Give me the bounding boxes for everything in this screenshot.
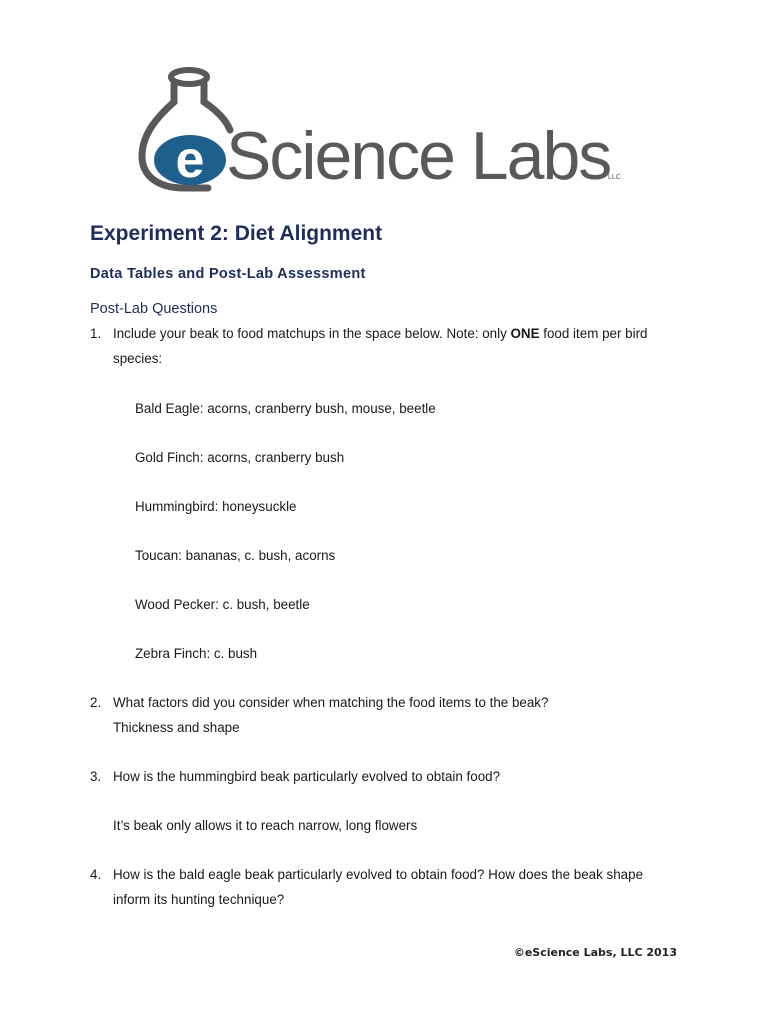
question-text-emphasis: ONE — [510, 326, 540, 341]
question-text-continued: species: — [113, 351, 163, 366]
question-text: How is the hummingbird beak particularly evolved to obtain food? — [113, 769, 501, 784]
escience-labs-logo — [138, 64, 634, 196]
question-number: 2. — [90, 695, 102, 710]
question-text-part: food item per bird — [539, 326, 648, 341]
answer-line: Gold Finch: acorns, cranberry bush — [135, 450, 345, 465]
answer-line: Hummingbird: honeysuckle — [135, 499, 297, 514]
logo-wordmark: Science Labs — [226, 118, 611, 194]
question-text-continued: inform its hunting technique? — [113, 892, 285, 907]
answer-line: It’s beak only allows it to reach narrow, long flowers — [113, 818, 418, 833]
question-text — [113, 326, 647, 341]
question-number: 1. — [90, 326, 102, 341]
answer-line: Thickness and shape — [113, 720, 240, 735]
copyright-footer: ©eScience Labs, LLC 2013 — [513, 946, 677, 959]
logo-e-letter: e — [175, 131, 205, 189]
question-text-part: Include your beak to food matchups in the space below. Note: only — [113, 326, 511, 341]
question-number: 4. — [90, 867, 102, 882]
answer-line: Bald Eagle: acorns, cranberry bush, mouse, beetle — [135, 401, 436, 416]
question-number: 3. — [90, 769, 102, 784]
logo-suffix: LLC — [608, 174, 621, 181]
section-heading: Post-Lab Questions — [90, 301, 218, 317]
answer-line: Toucan: bananas, c. bush, acorns — [135, 548, 336, 563]
flask-logo-graphic — [138, 64, 634, 196]
page-title: Experiment 2: Diet Alignment — [90, 222, 383, 245]
question-text: What factors did you consider when matching the food items to the beak? — [113, 695, 549, 710]
answer-line: Zebra Finch: c. bush — [135, 646, 258, 661]
question-text: How is the bald eagle beak particularly evolved to obtain food? How does the beak shape — [113, 867, 644, 882]
answer-line: Wood Pecker: c. bush, beetle — [135, 597, 310, 612]
section-subtitle: Data Tables and Post-Lab Assessment — [90, 266, 366, 282]
